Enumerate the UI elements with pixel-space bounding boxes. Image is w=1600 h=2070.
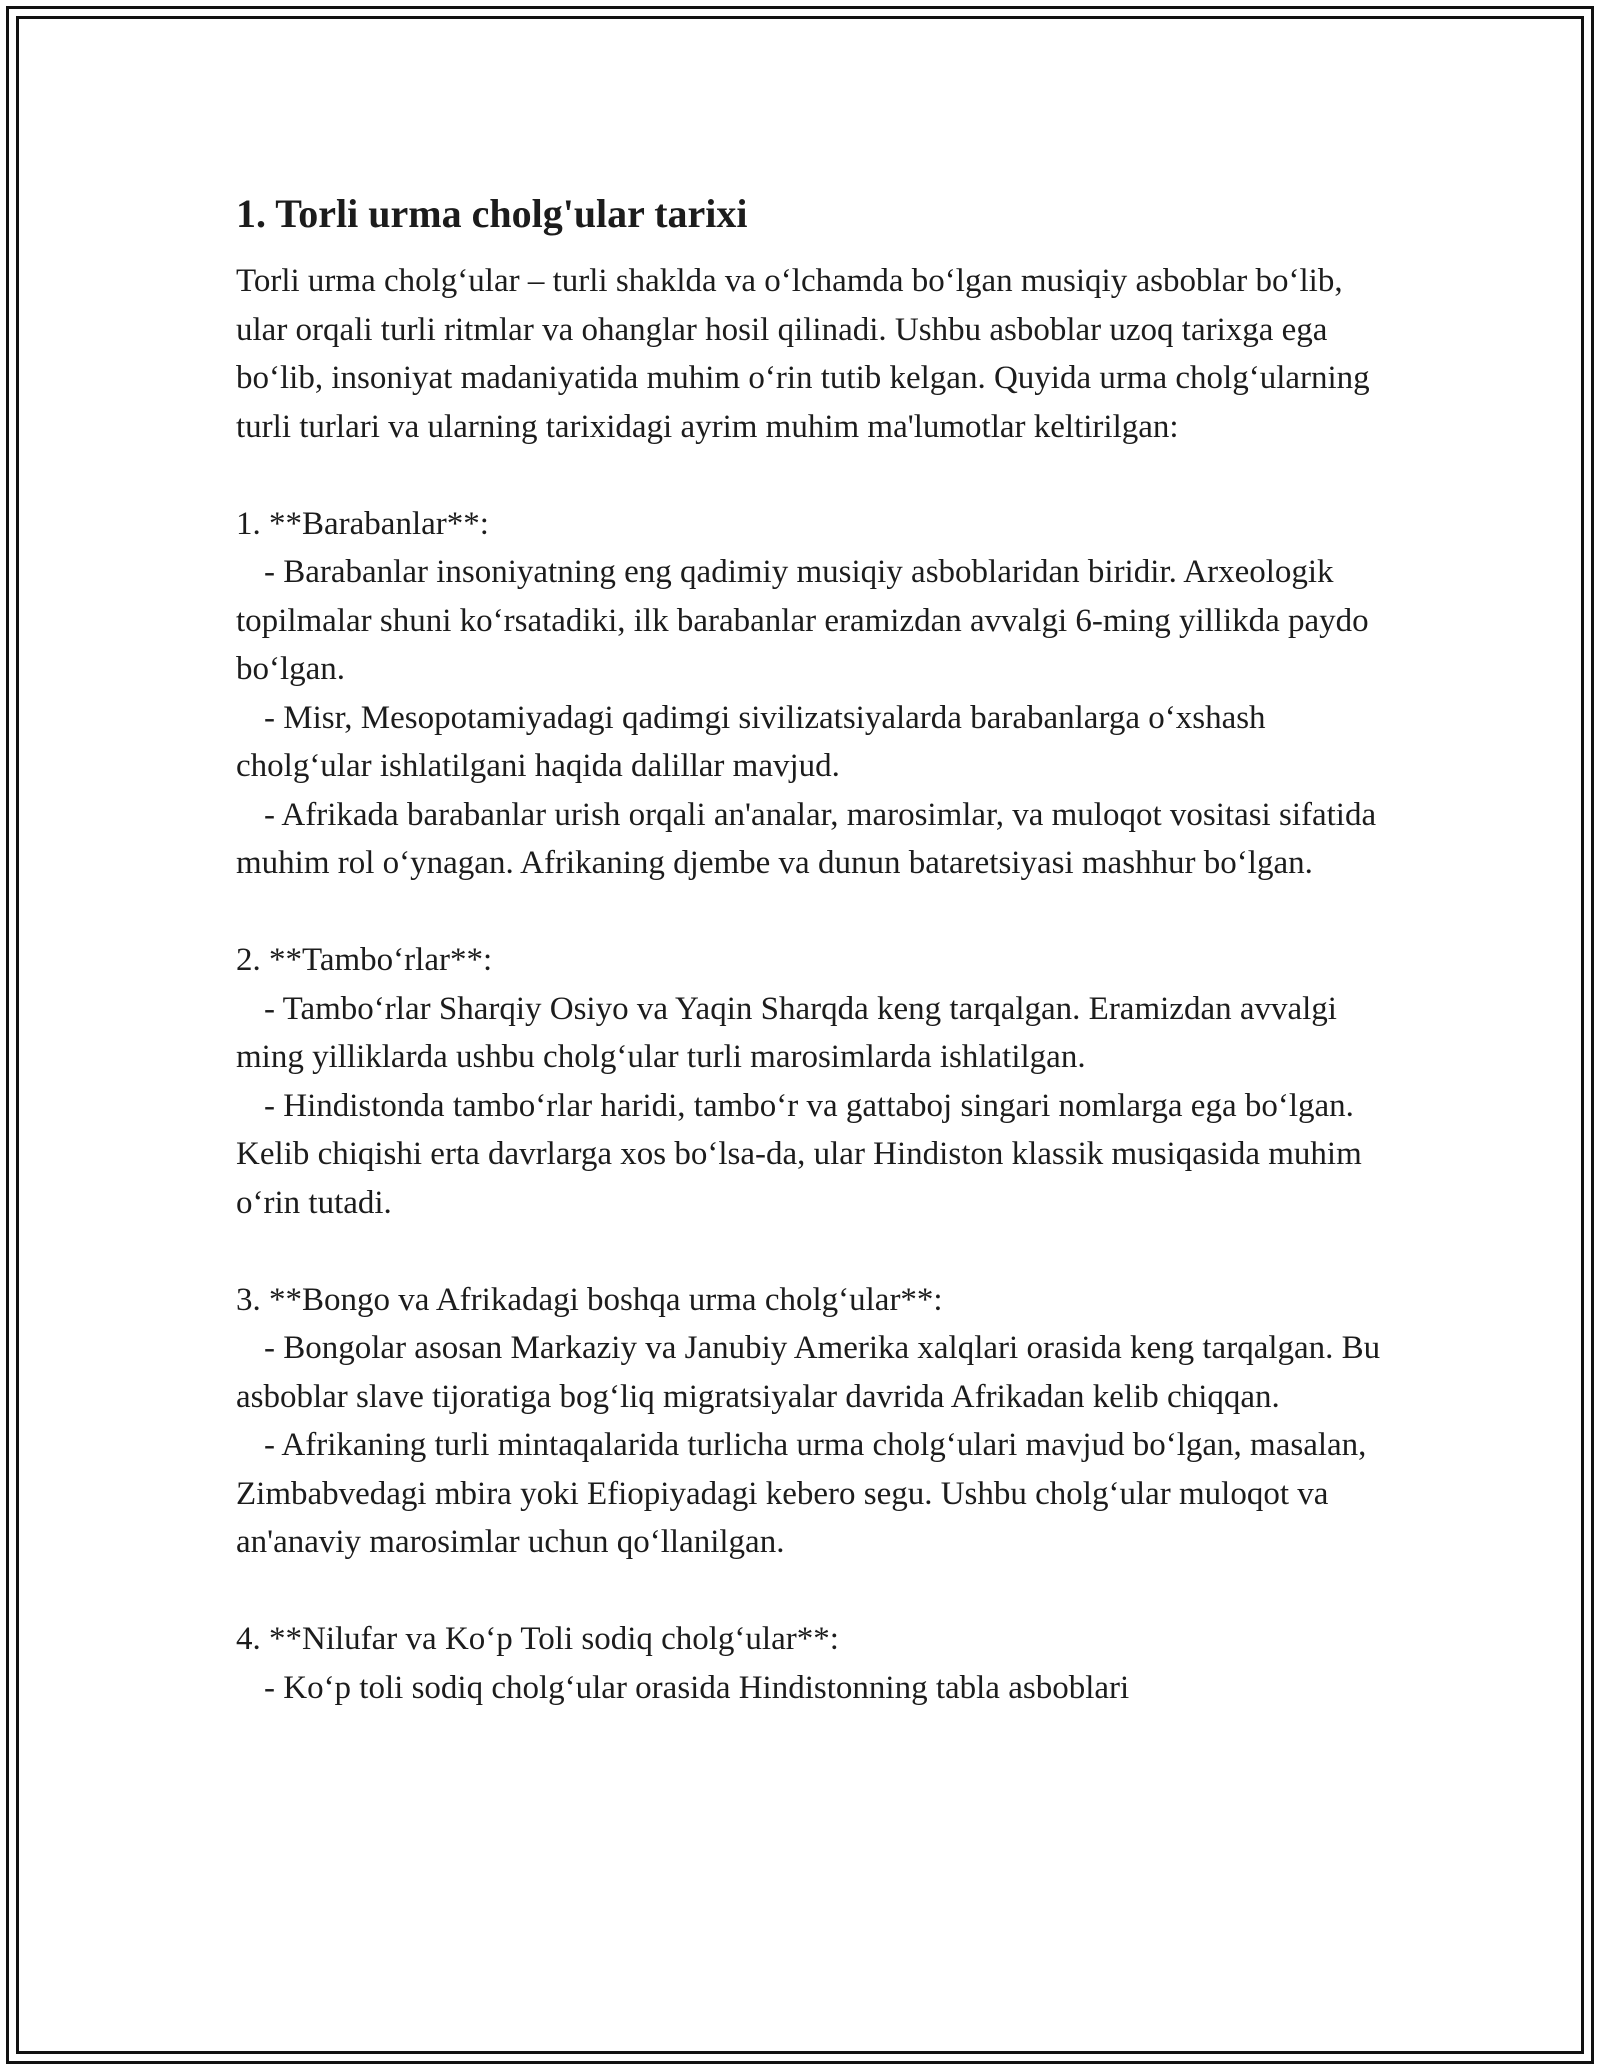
section-paragraph: - Afrikada barabanlar urish orqali an'analar, marosimlar, va muloqot vositasi sifatida muhim rol o‘ynagan. Afrikaning djembe va dunun bataretsiyasi mashhur bo‘lgan.: [236, 796, 1377, 881]
section-heading: 2. **Tambo‘rlar**:: [236, 942, 493, 978]
section-barabanlar: [236, 500, 1396, 888]
section-heading: 3. **Bongo va Afrikadagi boshqa urma cholg‘ular**:: [236, 1281, 943, 1318]
section-paragraph: - Misr, Mesopotamiyadagi qadimgi sivilizatsiyalarda barabanlarga o‘xshash cholg‘ular ishlatilgani haqida dalillar mavjud.: [236, 699, 1266, 784]
section-paragraph: - Hindistonda tambo‘rlar haridi, tambo‘r va gattaboj singari nomlarga ega bo‘lgan. Kelib chiqishi erta davrlarga xos bo‘lsa-da, ular Hindiston klassik musiqasida muhim o‘rin tutadi.: [236, 1087, 1362, 1221]
section-paragraph: - Ko‘p toli sodiq cholg‘ular orasida Hindistonning tabla asboblari: [264, 1669, 1130, 1706]
section-paragraph: - Barabanlar insoniyatning eng qadimiy musiqiy asboblaridan biridir. Arxeologik topilmalar shuni ko‘rsatadiki, ilk barabanlar eramizdan avvalgi 6-ming yillikda paydo bo‘lgan.: [236, 554, 1369, 687]
section-bongo: [236, 1276, 1396, 1567]
section-heading: 1. **Barabanlar**:: [236, 505, 489, 542]
document-body: [236, 188, 1396, 1712]
intro-paragraph: Torli urma cholg‘ular – turli shaklda va o‘lchamda bo‘lgan musiqiy asboblar bo‘lib, ular orqali turli ritmlar va ohanglar hosil qilinadi. Ushbu asboblar uzoq tarixga ega bo‘lib, insoniyat madaniyatida muhim o‘rin tutib kelgan. Quyida urma cholg‘ularning turli turlari va ularning tarixidagi ayrim muhim ma'lumotlar keltirilgan:: [236, 263, 1370, 445]
section-nilufar: [236, 1615, 1396, 1712]
section-paragraph: - Tambo‘rlar Sharqiy Osiyo va Yaqin Sharqda keng tarqalgan. Eramizdan avvalgi ming yilliklarda ushbu cholg‘ular turli marosimlarda ishlatilgan.: [236, 990, 1337, 1075]
section-paragraph: - Afrikaning turli mintaqalarida turlicha urma cholg‘ulari mavjud bo‘lgan, masalan, Zimbabvedagi mbira yoki Efiopiyadagi kebero segu. Ushbu cholg‘ular muloqot va an'anaviy marosimlar uchun qo‘llanilgan.: [236, 1427, 1367, 1560]
section-heading: 4. **Nilufar va Ko‘p Toli sodiq cholg‘ular**:: [236, 1621, 839, 1657]
section-paragraph: - Bongolar asosan Markaziy va Janubiy Amerika xalqlari orasida keng tarqalgan. Bu asboblar slave tijoratiga bog‘liq migratsiyalar davrida Afrikadan kelib chiqqan.: [236, 1330, 1381, 1415]
section-tamborlar: [236, 936, 1396, 1227]
document-title: 1. Torli urma cholg'ular tarixi: [236, 191, 748, 236]
